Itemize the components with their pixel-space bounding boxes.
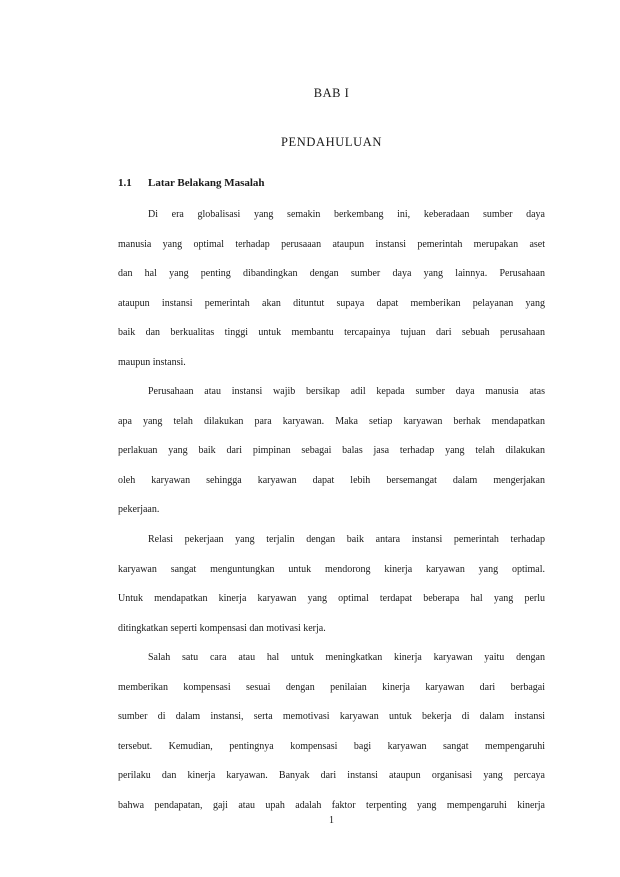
text-line: sumber di dalam instansi, serta memotivasi karyawan untuk bekerja di dalam instansi <box>118 711 545 723</box>
text-line: maupun instansi. <box>118 356 186 368</box>
text-line: memberikan kompensasi sesuai dengan penilaian kinerja karyawan dari berbagai <box>118 681 545 693</box>
section-heading <box>118 177 265 189</box>
text-line: Salah satu cara atau hal untuk meningkatkan kinerja karyawan yaitu dengan <box>148 652 545 664</box>
text-line: bahwa pendapatan, gaji atau upah adalah faktor terpenting yang mempengaruhi kinerja <box>118 799 545 811</box>
text-line: baik dan berkualitas tinggi untuk membantu tercapainya tujuan dari sebuah perusahaan <box>118 327 545 339</box>
text-line: dan hal yang penting dibandingkan dengan sumber daya yang lainnya. Perusahaan <box>118 268 545 280</box>
text-line: Untuk mendapatkan kinerja karyawan yang optimal terdapat beberapa hal yang perlu <box>118 593 545 605</box>
text-line: karyawan sangat menguntungkan untuk mendorong kinerja karyawan yang optimal. <box>118 563 545 575</box>
text-line: ataupun instansi pemerintah akan dituntut supaya dapat memberikan pelayanan yang <box>118 297 545 309</box>
text-line: ditingkatkan seperti kompensasi dan motivasi kerja. <box>118 622 326 634</box>
text-line: perilaku dan kinerja karyawan. Banyak dari instansi ataupun organisasi yang percaya <box>118 770 545 782</box>
chapter-number: BAB I <box>313 86 350 100</box>
chapter-title: PENDAHULUAN <box>280 135 383 149</box>
text-line: manusia yang optimal terhadap perusaaan ataupun instansi pemerintah merupakan aset <box>118 238 545 250</box>
body-text <box>118 205 545 825</box>
text-line: apa yang telah dilakukan para karyawan. Maka setiap karyawan berhak mendapatkan <box>118 415 545 427</box>
section-number: 1.1 <box>118 177 132 189</box>
section-title: Latar Belakang Masalah <box>148 177 265 189</box>
text-line: Relasi pekerjaan yang terjalin dengan baik antara instansi pemerintah terhadap <box>148 534 545 546</box>
text-line: pekerjaan. <box>118 504 160 516</box>
text-line: Di era globalisasi yang semakin berkembang ini, keberadaan sumber daya <box>148 209 545 220</box>
text-line: oleh karyawan sehingga karyawan dapat lebih bersemangat dalam mengerjakan <box>118 474 545 486</box>
page-number: 1 <box>329 815 334 826</box>
text-line: tersebut. Kemudian, pentingnya kompensasi bagi karyawan sangat mempengaruhi <box>118 740 545 752</box>
text-line: Perusahaan atau instansi wajib bersikap adil kepada sumber daya manusia atas <box>148 386 545 398</box>
text-line: perlakuan yang baik dari pimpinan sebagai balas jasa terhadap yang telah dilakukan <box>118 445 545 457</box>
